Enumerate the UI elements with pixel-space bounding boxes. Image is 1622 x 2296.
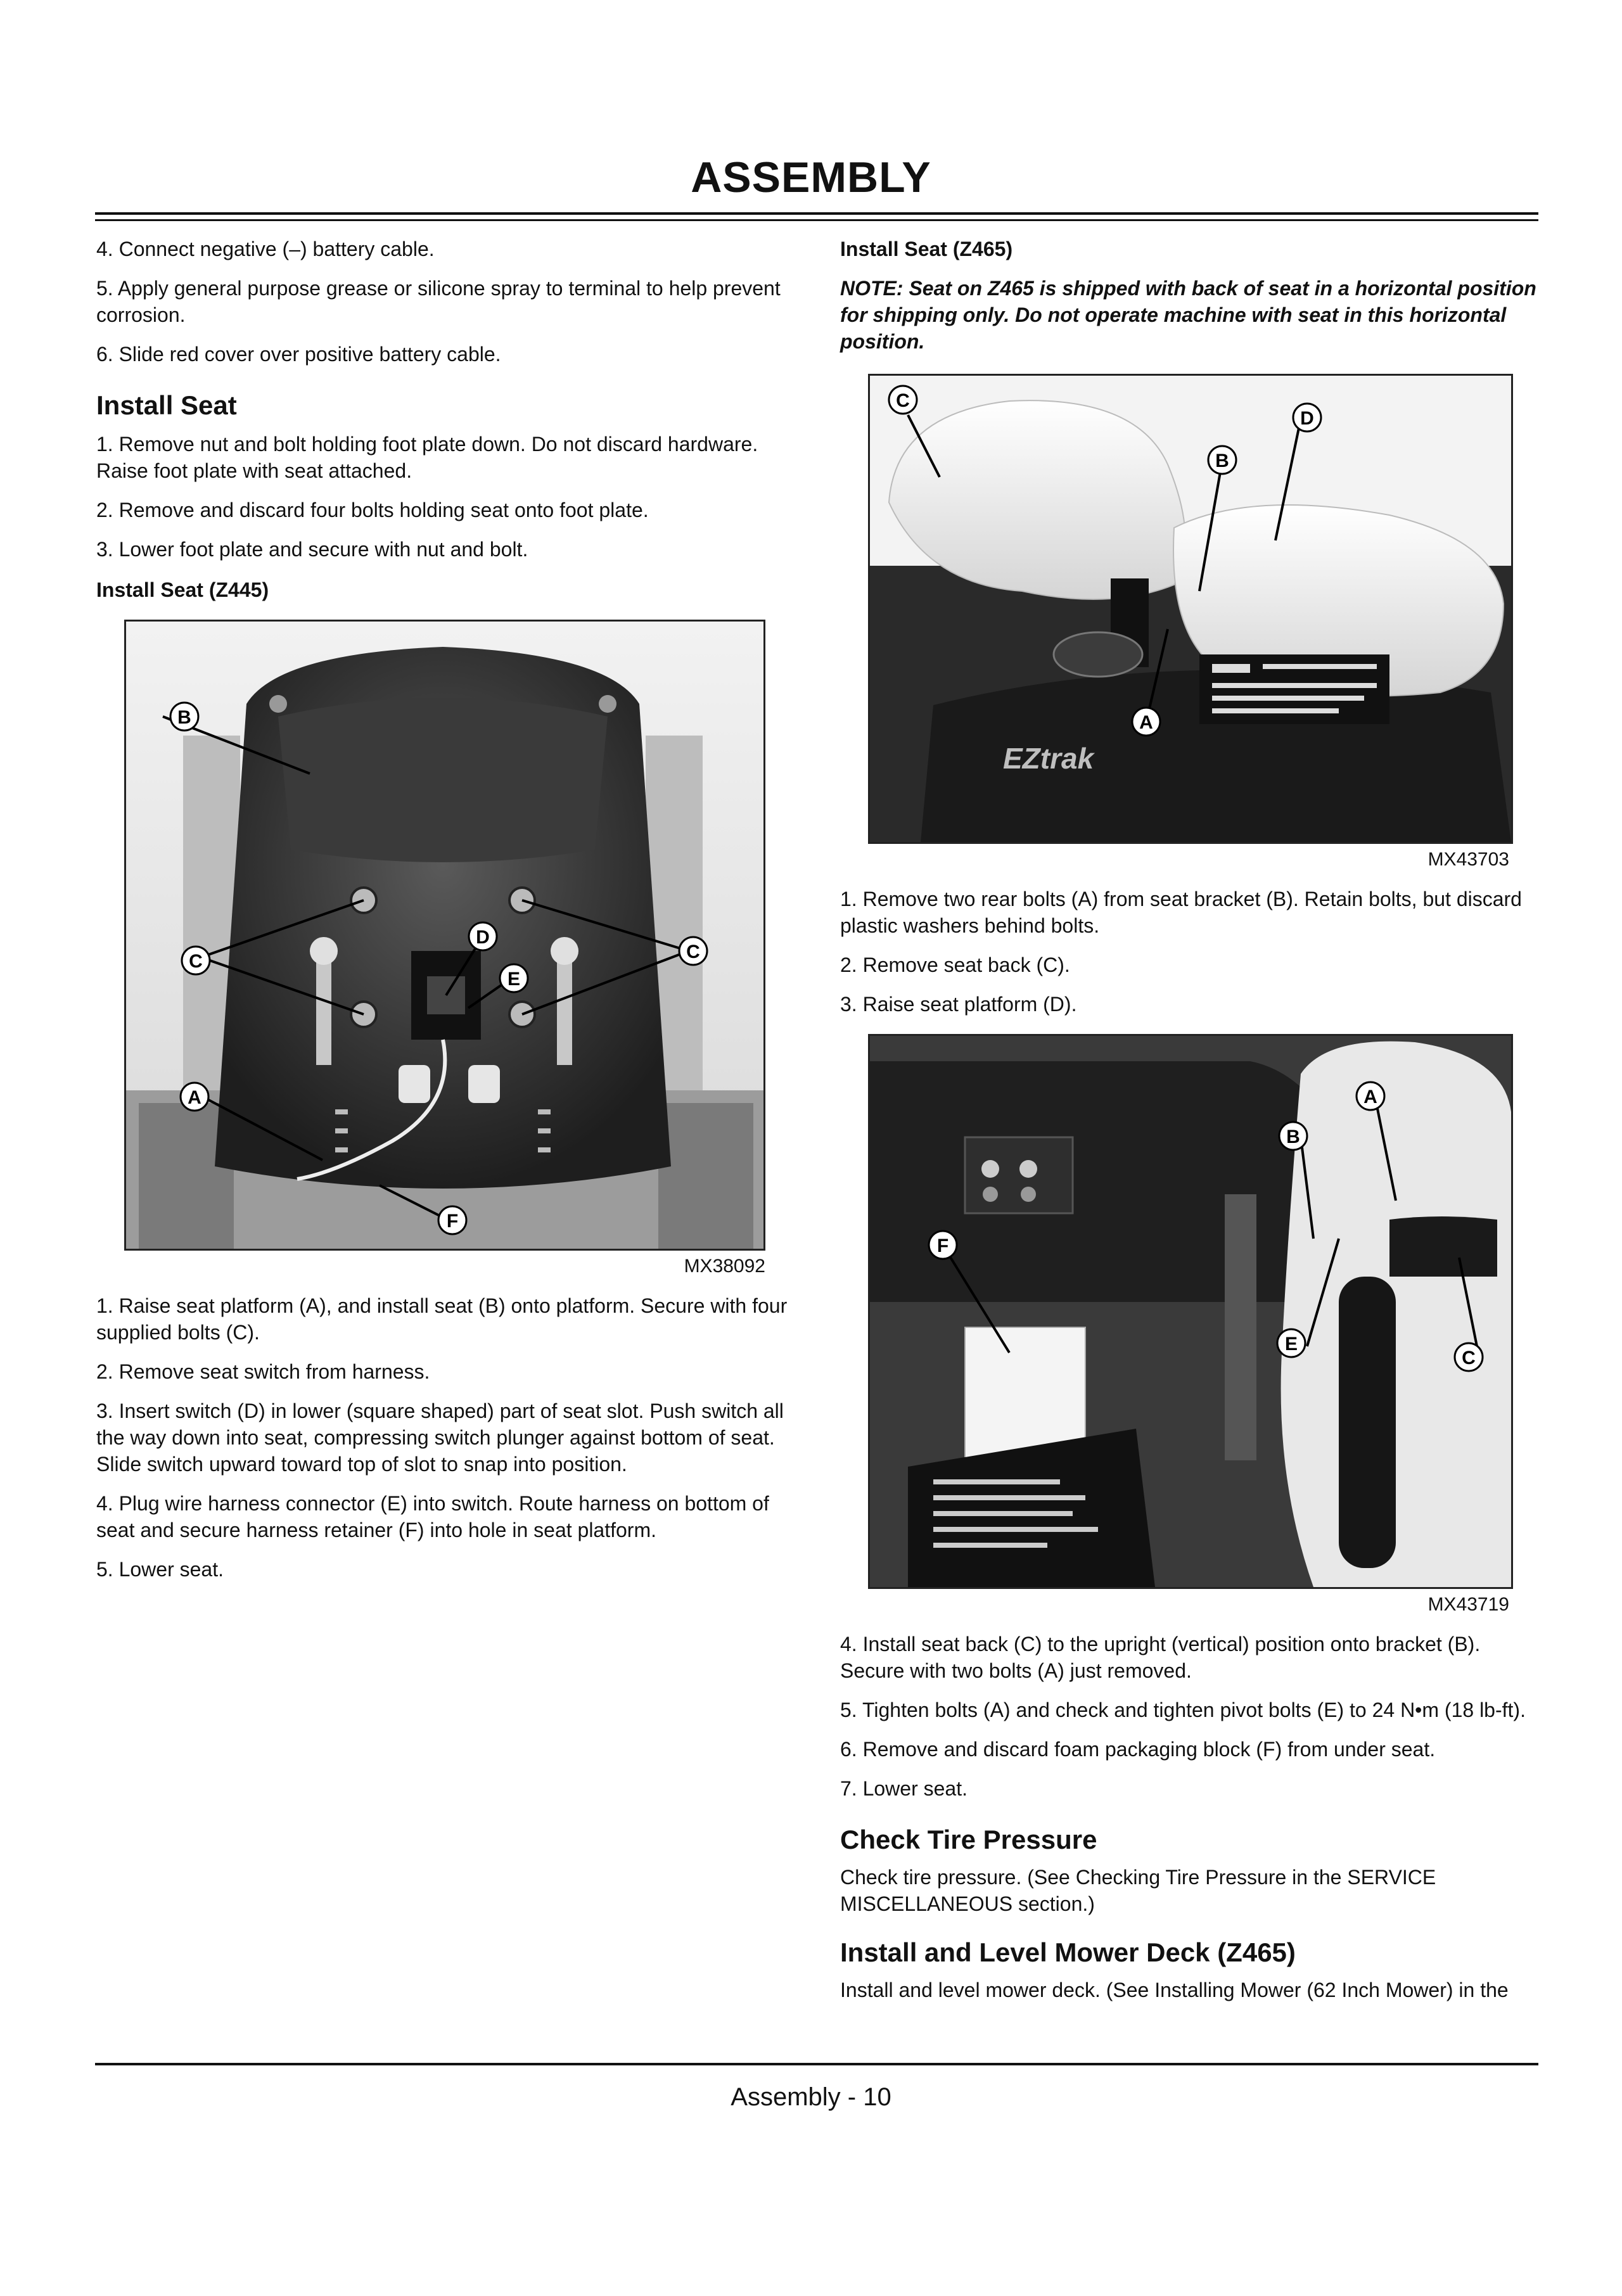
deck-heading: Install and Level Mower Deck (Z465) (840, 1937, 1296, 1967)
figure-id-mx43719: MX43719 (1427, 1594, 1509, 1615)
figure-id-mx43703: MX43703 (1427, 849, 1509, 870)
figure-mx38092 (124, 620, 765, 1279)
z445-step-2: 2. Remove seat switch from harness. (96, 1360, 430, 1383)
deck-text: Install and level mower deck. (See Installing Mower (62 Inch Mower) in the (840, 1979, 1509, 2001)
battery-step-4: 4. Connect negative (–) battery cable. (96, 238, 435, 260)
page-footer: Assembly - 10 (731, 2083, 891, 2111)
callout-b-label: B (1215, 450, 1229, 471)
callout-f-label: F (936, 1235, 949, 1256)
right-column (840, 236, 1538, 2003)
callout-b-label: B (1286, 1126, 1300, 1147)
install-seat-step-1: 1. Remove nut and bolt holding foot plate down. Do not discard hardware. Raise foot plate with seat attached. (96, 433, 758, 482)
install-seat-step-2: 2. Remove and discard four bolts holding seat onto foot plate. (96, 499, 649, 521)
page-title: ASSEMBLY (691, 153, 931, 201)
header-rule-thin (95, 219, 1538, 221)
footer-rule (95, 2063, 1538, 2065)
figure-mx43719 (868, 1034, 1540, 1617)
seat-underside-illustration (126, 622, 763, 1249)
z445-step-1: 1. Raise seat platform (A), and install seat (B) onto platform. Secure with four supplied bolts (C). (96, 1294, 788, 1344)
figure-mx43703 (868, 374, 1540, 872)
z445-step-4: 4. Plug wire harness connector (E) into switch. Route harness on bottom of seat and secure harness retainer (F) into hole in seat platform. (96, 1492, 769, 1541)
battery-step-6: 6. Slide red cover over positive battery cable. (96, 343, 501, 366)
header-rule (95, 212, 1538, 215)
left-column (96, 236, 800, 1595)
callout-c-label: C (1462, 1348, 1476, 1368)
z465-step-5: 5. Tighten bolts (A) and check and tighten pivot bolts (E) to 24 N•m (18 lb-ft). (840, 1699, 1526, 1721)
tire-text: Check tire pressure. (See Checking Tire Pressure in the SERVICE MISCELLANEOUS section.) (840, 1866, 1436, 1915)
callout-e-label: E (1284, 1334, 1298, 1355)
callout-c-right-label: C (686, 941, 700, 962)
callout-c-label: C (896, 390, 910, 411)
z465-step-3: 3. Raise seat platform (D). (840, 993, 1077, 1016)
callout-b-label: B (177, 707, 191, 728)
z465-step-6: 6. Remove and discard foam packaging block (F) from under seat. (840, 1738, 1436, 1761)
callout-a-label: A (1363, 1087, 1377, 1107)
seat-underside-photo (124, 620, 765, 1251)
eztrak-brand-text: EZtrak (1003, 742, 1094, 775)
seat-horizontal-photo (868, 374, 1513, 844)
z445-step-5: 5. Lower seat. (96, 1558, 224, 1581)
callout-c-left-label: C (189, 951, 203, 972)
tire-heading: Check Tire Pressure (840, 1825, 1097, 1854)
z445-heading: Install Seat (Z445) (96, 578, 269, 601)
callout-a-label: A (188, 1087, 201, 1108)
figure-id-mx38092: MX38092 (684, 1256, 765, 1277)
callout-f-label: F (446, 1211, 459, 1232)
z445-step-3: 3. Insert switch (D) in lower (square shaped) part of seat slot. Push switch all the way down into seat, compressing switch plunger against bottom of seat. Slide switch upward toward top of slot to snap into position. (96, 1400, 784, 1476)
z465-note: NOTE: Seat on Z465 is shipped with back of seat in a horizontal position for shipping only. Do not operate machine with seat in this horizontal position. (840, 277, 1536, 353)
z465-step-7: 7. Lower seat. (840, 1777, 967, 1800)
z465-heading: Install Seat (Z465) (840, 238, 1013, 260)
callout-a-label: A (1139, 712, 1153, 733)
callout-e-label: E (507, 969, 521, 990)
z465-step-1: 1. Remove two rear bolts (A) from seat bracket (B). Retain bolts, but discard plastic washers behind bolts. (840, 888, 1522, 937)
install-seat-step-3: 3. Lower foot plate and secure with nut and bolt. (96, 538, 528, 561)
seat-upright-illustration (870, 1036, 1511, 1587)
battery-step-5: 5. Apply general purpose grease or silicone spray to terminal to help prevent corrosion. (96, 277, 781, 326)
z465-step-2: 2. Remove seat back (C). (840, 953, 1070, 976)
seat-upright-photo (868, 1034, 1513, 1589)
install-seat-heading: Install Seat (96, 390, 237, 420)
callout-d-label: D (476, 927, 490, 948)
z465-step-4: 4. Install seat back (C) to the upright (vertical) position onto bracket (B). Secure with two bolts (A) just removed. (840, 1633, 1481, 1682)
callout-d-label: D (1300, 408, 1314, 429)
seat-horizontal-illustration (870, 376, 1511, 842)
